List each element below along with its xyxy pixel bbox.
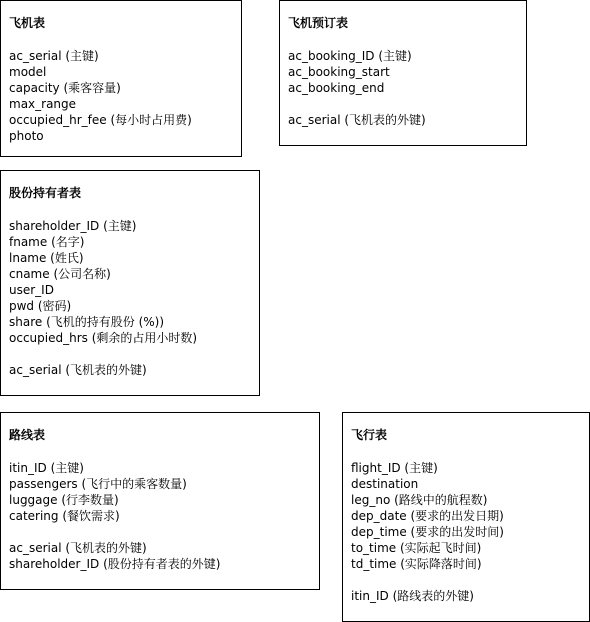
field-destination: destination (351, 477, 419, 491)
field-fname: fname (名字) (9, 235, 85, 249)
field-spacer (9, 524, 319, 540)
field-user-id: user_ID (9, 283, 54, 297)
field-flight-id: flight_ID (主键) (351, 461, 438, 475)
entity-title: 路线表 (9, 428, 46, 442)
field-spacer (351, 572, 589, 588)
field-to-time: to_time (实际起飞时间) (351, 541, 482, 555)
field-ac-serial-fk: ac_serial (飞机表的外键) (288, 113, 426, 127)
field-ac-serial-fk: ac_serial (飞机表的外键) (9, 541, 147, 555)
field-luggage: luggage (行李数量) (9, 493, 119, 507)
field-passengers: passengers (飞行中的乘客数量) (9, 477, 187, 491)
entity-title: 飞机表 (9, 16, 46, 30)
field-shareholder-id: shareholder_ID (主键) (9, 219, 137, 233)
field-spacer (9, 346, 259, 362)
field-occupied-hr-fee: occupied_hr_fee (每小时占用费) (9, 113, 192, 127)
field-photo: photo (9, 129, 44, 143)
field-pwd: pwd (密码) (9, 299, 72, 313)
field-lname: lname (姓氏) (9, 251, 84, 265)
field-ac-booking-end: ac_booking_end (288, 81, 385, 95)
field-share: share (飞机的持有股份 (%)) (9, 315, 165, 329)
entity-title: 股份持有者表 (9, 186, 82, 200)
field-dep-time: dep_time (要求的出发时间) (351, 525, 504, 539)
field-capacity: capacity (乘客容量) (9, 81, 121, 95)
entity-shareholder-table (0, 170, 260, 396)
entity-aircraft-table (0, 0, 242, 157)
field-itin-id: itin_ID (主键) (9, 461, 84, 475)
entity-itinerary-table (0, 412, 320, 590)
field-td-time: td_time (实际降落时间) (351, 557, 482, 571)
field-occupied-hrs: occupied_hrs (剩余的占用小时数) (9, 331, 198, 345)
field-max-range: max_range (9, 97, 77, 111)
entity-flight-table (342, 412, 590, 622)
field-catering: catering (餐饮需求) (9, 509, 120, 523)
field-itin-id-fk: itin_ID (路线表的外键) (351, 589, 474, 603)
entity-aircraft-booking-table (279, 0, 527, 146)
field-leg-no: leg_no (路线中的航程数) (351, 493, 488, 507)
field-ac-serial: ac_serial (主键) (9, 49, 99, 63)
field-ac-booking-start: ac_booking_start (288, 65, 390, 79)
field-ac-serial-fk: ac_serial (飞机表的外键) (9, 363, 147, 377)
field-ac-booking-id: ac_booking_ID (主键) (288, 49, 412, 63)
field-shareholder-id-fk: shareholder_ID (股份持有者表的外键) (9, 557, 221, 571)
field-model: model (9, 65, 47, 79)
field-spacer (288, 96, 526, 112)
entity-title: 飞行表 (351, 428, 388, 442)
entity-title: 飞机预订表 (288, 16, 349, 30)
field-dep-date: dep_date (要求的出发日期) (351, 509, 504, 523)
field-cname: cname (公司名称) (9, 267, 111, 281)
